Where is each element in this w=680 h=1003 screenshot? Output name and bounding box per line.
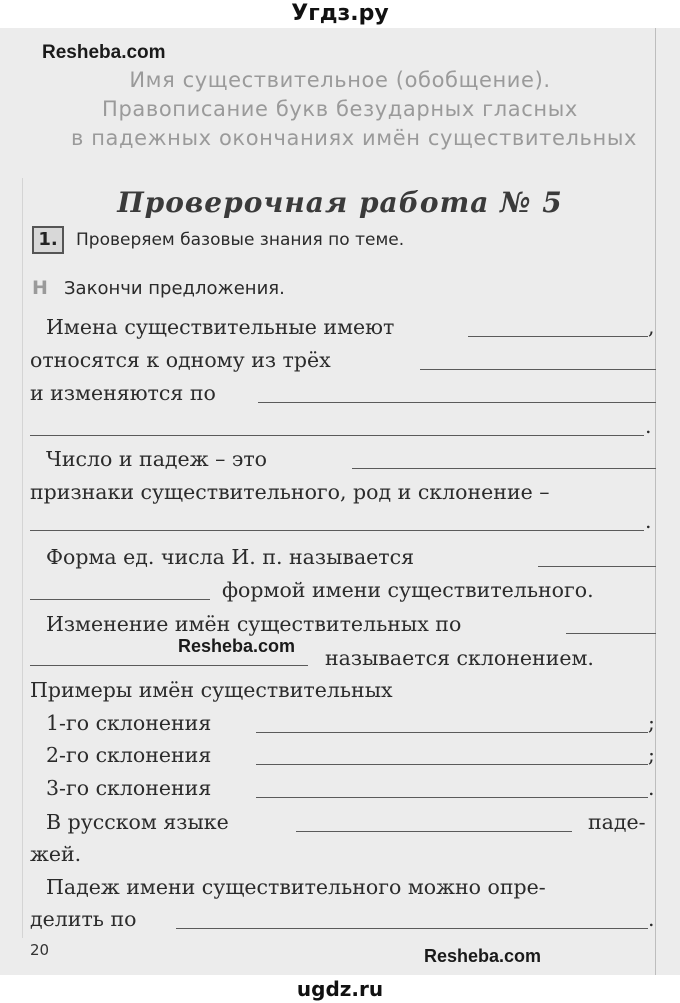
sentence-6c: жей. xyxy=(30,842,82,866)
task-text: Проверяем базовые знания по теме. xyxy=(76,230,405,250)
sentence-5b: 2-го склонения xyxy=(46,743,212,767)
workbook-page xyxy=(0,28,680,975)
sentence-5: Примеры имён существительных xyxy=(30,678,393,702)
site-header-text: Угдз.ру xyxy=(291,1,389,26)
punct-comma: , xyxy=(648,315,655,339)
answer-line[interactable] xyxy=(256,732,648,733)
answer-line[interactable] xyxy=(30,599,210,600)
margin-line xyxy=(655,28,656,975)
topic-line-3: в падежных окончаниях имён существительных xyxy=(70,126,638,150)
sentence-4b: называется склонением. xyxy=(325,646,594,670)
answer-line[interactable] xyxy=(538,566,656,567)
site-footer-text: ugdz.ru xyxy=(296,977,384,1001)
left-guide-line xyxy=(22,178,23,938)
topic-line-1: Имя существительное (обобщение). xyxy=(129,68,551,92)
sentence-2b: признаки существительного, род и склонение – xyxy=(30,480,550,504)
watermark-bottom: Resheba.com xyxy=(424,946,542,966)
sentence-2a: Число и падеж – это xyxy=(46,447,267,471)
sentence-1a: Имена существительные имеют xyxy=(46,315,395,339)
watermark-middle: Resheba.com xyxy=(178,636,296,656)
sentence-7a: Падеж имени существительного можно опре- xyxy=(46,875,546,899)
answer-line[interactable] xyxy=(256,797,648,798)
punct-semicolon: ; xyxy=(648,743,655,767)
task-number-badge: 1. xyxy=(32,226,64,254)
answer-line[interactable] xyxy=(30,435,644,436)
exercise-instruction: Закончи предложения. xyxy=(64,278,285,299)
punct-semicolon: ; xyxy=(648,711,655,735)
sentence-5a: 1-го склонения xyxy=(46,711,212,735)
topic-line-2: Правописание букв безударных гласных xyxy=(102,97,578,121)
page-number: 20 xyxy=(30,941,50,959)
answer-line[interactable] xyxy=(30,665,308,666)
answer-line[interactable] xyxy=(258,402,656,403)
punct-period: . xyxy=(648,776,655,800)
punct-period: . xyxy=(648,907,655,931)
sentence-3a: Форма ед. числа И. п. называется xyxy=(46,545,415,569)
site-footer xyxy=(0,975,680,1003)
sentence-6b: паде- xyxy=(588,810,646,834)
answer-line[interactable] xyxy=(176,928,648,929)
sentence-1c: и изменяются по xyxy=(30,381,216,405)
answer-line[interactable] xyxy=(296,831,572,832)
answer-line[interactable] xyxy=(256,764,648,765)
sentence-5c: 3-го склонения xyxy=(46,776,212,800)
sentence-7b: делить по xyxy=(30,907,137,931)
site-header xyxy=(0,0,680,28)
sentence-6a: В русском языке xyxy=(46,810,229,834)
punct-period: . xyxy=(645,414,652,438)
answer-line[interactable] xyxy=(566,633,656,634)
answer-line[interactable] xyxy=(420,369,656,370)
answer-line[interactable] xyxy=(468,336,648,337)
level-mark-icon: Н xyxy=(32,277,48,299)
sentence-3b: формой имени существительного. xyxy=(222,578,594,602)
sentence-4a: Изменение имён существительных по xyxy=(46,612,462,636)
punct-period: . xyxy=(645,509,652,533)
answer-line[interactable] xyxy=(352,468,656,469)
sentence-1b: относятся к одному из трёх xyxy=(30,348,331,372)
watermark-top: Resheba.com xyxy=(42,42,166,63)
answer-line[interactable] xyxy=(30,530,644,531)
work-title: Проверочная работа № 5 xyxy=(117,186,563,219)
